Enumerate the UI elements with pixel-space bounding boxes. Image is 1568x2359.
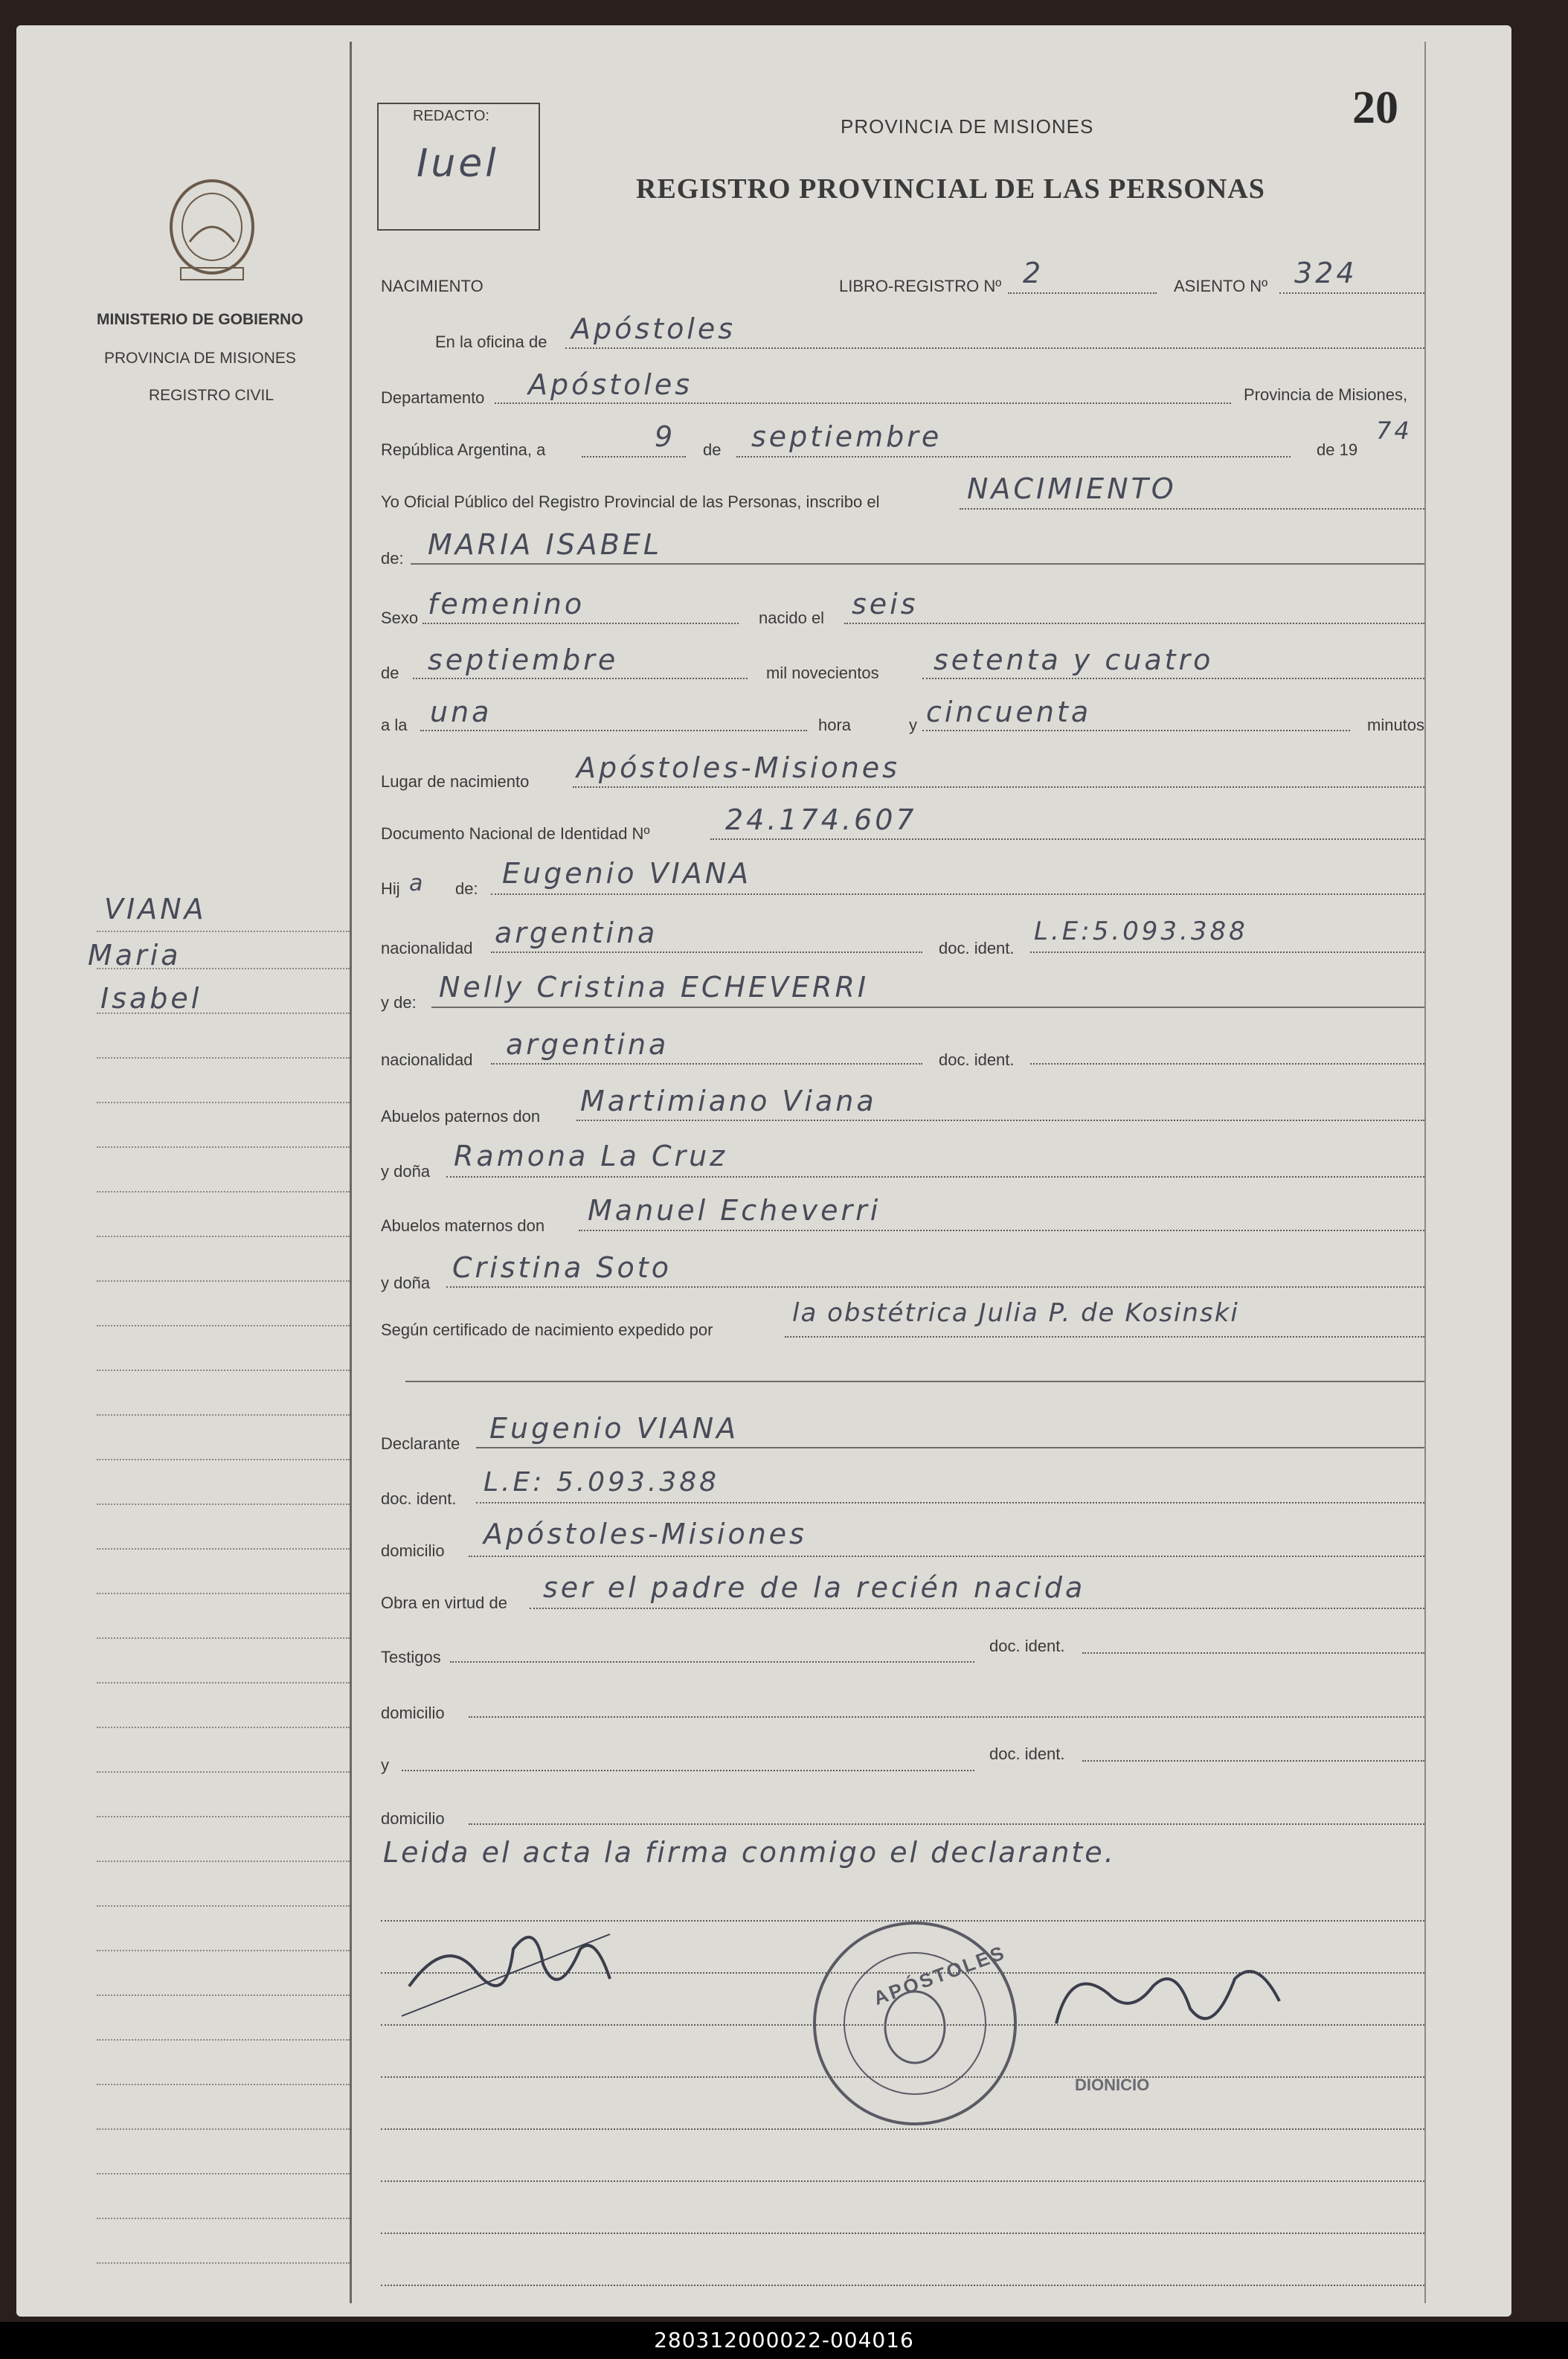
asiento-label: ASIENTO Nº	[1174, 277, 1268, 295]
margin-divider	[350, 42, 352, 2303]
margin-rule	[97, 1235, 350, 1237]
doc-decl-value: L.E: 5.093.388	[483, 1467, 720, 1498]
margin-rule	[97, 1860, 350, 1862]
ala-label: a la	[381, 716, 408, 734]
persona-value: MARIA ISABEL	[428, 528, 663, 561]
nac-padre-line	[491, 951, 922, 953]
hora-line	[420, 729, 807, 731]
year-value: 74	[1376, 417, 1413, 445]
ministry-line1: MINISTERIO DE GOBIERNO	[97, 311, 303, 328]
doc-madre-label: doc. ident.	[939, 1050, 1015, 1069]
record-type-label: NACIMIENTO	[381, 277, 483, 295]
padre-line	[491, 893, 1424, 895]
margin-surname: VIANA	[104, 893, 207, 925]
departamento-label: Departamento	[381, 388, 485, 407]
day-value: 9	[655, 420, 676, 453]
right-border	[1424, 42, 1426, 2303]
y2-doc-line	[1082, 1759, 1424, 1762]
dom2-line	[469, 1716, 1424, 1718]
margin-rule	[97, 1146, 350, 1148]
month-line	[736, 455, 1291, 458]
margin-rule	[97, 2128, 350, 2130]
dotted-rule	[381, 2284, 1424, 2286]
libro-value: 2	[1023, 257, 1044, 289]
mes-nac-value: septiembre	[428, 643, 619, 676]
anio-nac-value: setenta y cuatro	[934, 643, 1214, 676]
margin-rule	[97, 2262, 350, 2264]
certificado-label: Según certificado de nacimiento expedido por	[381, 1320, 713, 1339]
oficina-label: En la oficina de	[435, 333, 547, 351]
mil-label: mil novecientos	[766, 664, 879, 682]
doc-padre-label: doc. ident.	[939, 939, 1015, 957]
margin-rule	[97, 1101, 350, 1103]
abuelos-m-label: Abuelos maternos don	[381, 1216, 545, 1235]
minutos-value: cincuenta	[926, 696, 1092, 728]
margin-rule	[97, 2083, 350, 2085]
sexo-line	[422, 622, 739, 624]
abuela-m-value: Cristina Soto	[452, 1251, 672, 1284]
abuelo-m-line	[579, 1229, 1424, 1231]
abuelo-m-value: Manuel Echeverri	[588, 1194, 881, 1227]
margin-rule	[97, 1413, 350, 1416]
de19-label: de 19	[1317, 440, 1358, 459]
footer-id: 280312000022-004016	[0, 2322, 1568, 2359]
abuelo-p-value: Martimiano Viana	[580, 1085, 877, 1117]
certificado-value: la obstétrica Julia P. de Kosinski	[792, 1298, 1239, 1328]
ministry-line3: REGISTRO CIVIL	[149, 387, 274, 404]
acto-line	[960, 507, 1424, 510]
nac-padre-value: argentina	[495, 917, 658, 949]
margin-rule	[97, 1547, 350, 1550]
doc-decl-label: doc. ident.	[381, 1489, 457, 1508]
testigos-doc-line	[1082, 1652, 1424, 1654]
doc-madre-line	[1030, 1062, 1424, 1065]
nac-padre-label: nacionalidad	[381, 939, 473, 957]
margin-rule	[97, 1458, 350, 1460]
dom3-line	[469, 1823, 1424, 1825]
dni-value: 24.174.607	[725, 803, 917, 836]
lugar-line	[573, 786, 1424, 788]
ydona-m-label: y doña	[381, 1274, 431, 1292]
margin-rule	[97, 1190, 350, 1193]
margin-rule	[97, 1637, 350, 1639]
day-line	[582, 455, 686, 458]
dni-label: Documento Nacional de Identidad Nº	[381, 824, 650, 843]
margin-rule	[97, 2172, 350, 2175]
nacido-value: seis	[852, 588, 919, 620]
abuela-m-line	[446, 1286, 1424, 1288]
minutos-line	[922, 729, 1350, 731]
dotted-rule	[381, 2180, 1424, 2182]
page-number: 20	[1352, 83, 1398, 133]
margin-rule	[97, 1726, 350, 1728]
hora-value: una	[430, 696, 492, 728]
dom3-label: domicilio	[381, 1809, 445, 1828]
nacido-line	[844, 622, 1424, 624]
doc-padre-line	[1030, 951, 1424, 953]
minutos-label: minutos	[1367, 716, 1425, 734]
certificado-line	[785, 1335, 1424, 1338]
obra-label: Obra en virtud de	[381, 1593, 507, 1612]
margin-rule	[97, 2038, 350, 2041]
page-title: REGISTRO PROVINCIAL DE LAS PERSONAS	[636, 173, 1265, 205]
obra-value: ser el padre de la recién nacida	[543, 1571, 1086, 1604]
madre-line	[431, 1006, 1424, 1008]
margin-rule	[97, 1771, 350, 1773]
leida-statement: Leida el acta la firma conmigo el declarante.	[383, 1836, 1116, 1869]
sexo-label: Sexo	[381, 609, 419, 627]
y-label: y	[909, 716, 917, 734]
madre-value: Nelly Cristina ECHEVERRI	[439, 971, 870, 1004]
nacido-label: nacido el	[759, 609, 825, 627]
sexo-value: femenino	[428, 588, 585, 620]
departamento-value: Apóstoles	[528, 368, 693, 401]
margin-rule	[97, 930, 350, 932]
official-signature	[1041, 1949, 1294, 2083]
margin-rule	[97, 1815, 350, 1817]
coat-of-arms-seal	[160, 175, 264, 286]
persona-line	[411, 562, 1424, 565]
dom2-label: domicilio	[381, 1704, 445, 1722]
hora-label: hora	[818, 716, 852, 734]
de2-label: de	[381, 664, 399, 682]
y2-label: y	[381, 1756, 389, 1774]
margin-name2: Isabel	[100, 982, 202, 1015]
de-label: de	[703, 440, 722, 459]
doc-padre-value: L.E:5.093.388	[1034, 917, 1248, 946]
declarante-value: Eugenio VIANA	[489, 1412, 739, 1445]
provincia-label: Provincia de Misiones,	[1244, 385, 1408, 404]
domicilio-line	[469, 1555, 1424, 1557]
redacto-label: REDACTO:	[413, 108, 489, 124]
margin-rule	[97, 1681, 350, 1684]
oficial-label: Yo Oficial Público del Registro Provincial de las Personas, inscribo el	[381, 492, 880, 511]
hija-de-label: de:	[455, 879, 478, 898]
dni-line	[710, 838, 1424, 840]
republica-label: República Argentina, a	[381, 440, 546, 459]
libro-line	[1008, 292, 1157, 294]
testigos-line	[450, 1660, 974, 1663]
y2-doc-label: doc. ident.	[989, 1745, 1065, 1763]
lugar-value: Apóstoles-Misiones	[576, 751, 900, 784]
stamp-official-name: DIONICIO	[1075, 2076, 1150, 2094]
nac-madre-label: nacionalidad	[381, 1050, 473, 1069]
doc-decl-line	[476, 1501, 1424, 1503]
testigos-label: Testigos	[381, 1648, 441, 1666]
acto-value: NACIMIENTO	[967, 472, 1177, 505]
margin-rule	[97, 1503, 350, 1505]
redacto-signature: Iuel	[417, 141, 499, 186]
domicilio-value: Apóstoles-Misiones	[483, 1518, 807, 1550]
abuelos-p-label: Abuelos paternos don	[381, 1107, 541, 1126]
y2-line	[402, 1769, 974, 1771]
oficina-value: Apóstoles	[571, 312, 736, 345]
margin-rule	[97, 1949, 350, 1951]
margin-rule	[97, 2217, 350, 2219]
declarante-label: Declarante	[381, 1434, 460, 1453]
obra-line	[530, 1607, 1424, 1609]
declarante-line	[476, 1446, 1424, 1448]
nac-madre-value: argentina	[506, 1028, 669, 1061]
margin-rule	[97, 1904, 350, 1907]
asiento-value: 324	[1294, 257, 1357, 289]
abuelo-p-line	[576, 1119, 1424, 1121]
testigos-doc-label: doc. ident.	[989, 1637, 1065, 1655]
anio-nac-line	[922, 677, 1424, 679]
certificado-line-2	[405, 1380, 1424, 1382]
asiento-line	[1279, 292, 1424, 294]
hija-label: Hij	[381, 879, 400, 898]
province-heading: PROVINCIA DE MISIONES	[841, 115, 1094, 138]
lugar-label: Lugar de nacimiento	[381, 772, 530, 791]
dotted-rule	[381, 2232, 1424, 2234]
margin-rule	[97, 1324, 350, 1326]
abuela-p-value: Ramona La Cruz	[454, 1140, 728, 1172]
yde-label: y de:	[381, 993, 417, 1012]
declarant-signature	[387, 1904, 625, 2038]
libro-label: LIBRO-REGISTRO Nº	[839, 277, 1002, 295]
margin-rule	[97, 1592, 350, 1594]
mes-nac-line	[413, 677, 748, 679]
oficina-line	[565, 347, 1424, 349]
ydona-p-label: y doña	[381, 1162, 431, 1181]
stamp-text: APÓSTOLES	[870, 1940, 1009, 2010]
departamento-line	[495, 402, 1231, 404]
margin-rule	[97, 1280, 350, 1282]
padre-value: Eugenio VIANA	[502, 857, 752, 890]
month-value: septiembre	[751, 420, 942, 453]
margin-rule	[97, 1369, 350, 1371]
ministry-line2: PROVINCIA DE MISIONES	[104, 350, 296, 367]
margin-name1: Maria	[88, 939, 181, 972]
hija-suffix: a	[409, 870, 426, 896]
nac-madre-line	[491, 1062, 922, 1065]
domicilio-label: domicilio	[381, 1541, 445, 1560]
abuela-p-line	[446, 1175, 1424, 1178]
margin-rule	[97, 1994, 350, 1996]
margin-rule	[97, 1056, 350, 1059]
de-persona-label: de:	[381, 549, 404, 568]
